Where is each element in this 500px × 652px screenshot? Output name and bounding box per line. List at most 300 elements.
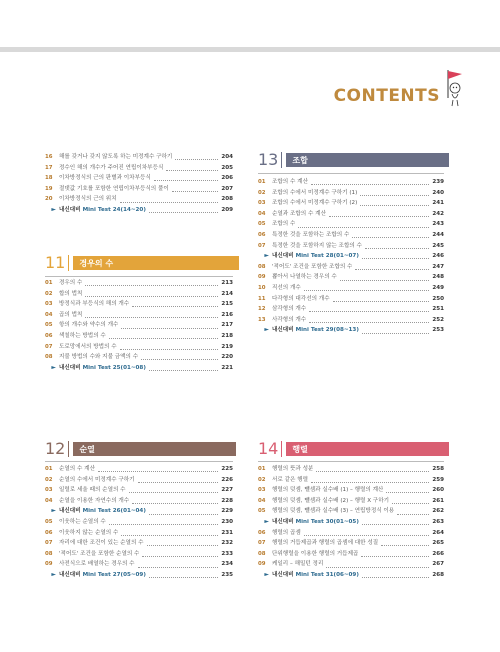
arrow-icon: ►: [51, 363, 56, 371]
dot-leader: [309, 306, 429, 312]
toc-entry-title: 이차방정식의 근의 판별과 이차부등식: [59, 175, 151, 182]
toc-page-number: 206: [221, 175, 233, 182]
dot-leader: [362, 519, 429, 525]
toc-mini-test-row[interactable]: [258, 325, 444, 336]
mini-test-range: (14~20): [120, 206, 146, 213]
toc-entry-number: 06: [45, 332, 53, 339]
toc-entry-title: 케일리 – 해밀턴 정리: [272, 561, 324, 568]
top-bar: [0, 47, 500, 52]
toc-entry-title: 행렬의 덧셈, 뺄셈과 실수배 (1) – 행렬의 계산: [272, 487, 384, 494]
toc-page-number: 244: [432, 231, 444, 238]
arrow-icon: ►: [264, 570, 269, 578]
toc-page-number: 214: [221, 290, 233, 297]
toc-row[interactable]: [258, 315, 444, 326]
dot-leader: [298, 222, 429, 228]
dot-leader: [361, 551, 429, 557]
toc-page-number: 258: [432, 466, 444, 472]
dot-leader: [121, 323, 218, 329]
toc-entry-number: 18: [45, 175, 53, 182]
toc-entry-number: 05: [258, 508, 266, 515]
toc-row[interactable]: [45, 310, 233, 321]
dot-leader: [175, 154, 218, 160]
mini-test-prefix: 내신대비: [59, 364, 81, 371]
dot-leader: [166, 165, 218, 171]
toc-row[interactable]: [45, 549, 233, 560]
toc-entry-number: 02: [258, 189, 266, 196]
toc-page-number: 215: [221, 301, 233, 308]
mini-test-range: (01~07): [333, 253, 359, 260]
toc-entry-title: 일렬로 세울 때의 순열의 수: [59, 487, 126, 494]
toc-entry-title: [272, 517, 359, 528]
chapter-title: 순열: [73, 442, 236, 456]
toc-entry-number: 07: [258, 242, 266, 249]
toc-entry-title: 행렬의 곱셈: [272, 529, 301, 536]
toc-entry-number: 06: [258, 529, 266, 536]
dot-leader: [365, 243, 429, 249]
dot-leader: [129, 487, 219, 493]
page-title: CONTENTS: [333, 86, 440, 106]
mini-test-prefix: 내신대비: [59, 206, 81, 213]
toc-entry-title: 절댓값 기호를 포함한 연립이차부등식의 풀이: [59, 185, 169, 192]
dot-leader: [85, 291, 218, 297]
toc-entry-number: 05: [258, 221, 266, 228]
toc-entry-number: 01: [258, 466, 266, 472]
dot-leader: [316, 466, 429, 472]
toc-entry-number: 02: [258, 476, 266, 483]
toc-page-number: 213: [221, 280, 233, 286]
toc-entry-title: [59, 570, 146, 581]
toc-entry-number: 02: [45, 290, 53, 297]
toc-row[interactable]: [258, 262, 444, 273]
toc-entry-title: [59, 363, 146, 374]
toc-row[interactable]: [45, 464, 233, 475]
toc-entry-title: 특정한 것을 포함하지 않는 조합의 수: [272, 242, 362, 249]
divider: [45, 461, 233, 462]
mini-test-name: Mini Test 30: [293, 518, 334, 525]
chapter-12-heading: [45, 441, 236, 457]
mini-test-prefix: 내신대비: [59, 508, 81, 515]
toc-entry-title: 순열과 조합의 수 계산: [272, 210, 326, 217]
dot-leader: [362, 328, 429, 334]
arrow-icon: ►: [264, 326, 269, 334]
toc-page-number: 250: [432, 295, 444, 302]
dot-leader: [149, 572, 218, 578]
toc-row[interactable]: [258, 272, 444, 283]
toc-entry-number: 05: [45, 322, 53, 329]
dot-leader: [340, 275, 430, 281]
dot-leader: [98, 466, 218, 472]
toc-mini-test-row[interactable]: [258, 570, 444, 581]
dot-leader: [362, 572, 429, 578]
toc-entry-number: 03: [258, 200, 266, 207]
dot-leader: [311, 477, 429, 483]
toc-page-number: 228: [221, 497, 233, 504]
toc-entry-title: '적어도' 조건을 포함한 순열의 수: [59, 550, 140, 557]
toc-entry-title: 순열의 수에서 미정계수 구하기: [59, 476, 135, 483]
toc-mini-test-row[interactable]: [45, 506, 233, 517]
toc-page-number: 252: [432, 316, 444, 323]
toc-entry-number: 09: [45, 561, 53, 568]
toc-entry-number: 09: [258, 274, 266, 281]
chapter-title: 행렬: [286, 442, 449, 456]
toc-row[interactable]: [45, 184, 233, 195]
mini-test-name: Mini Test 31: [293, 571, 334, 578]
dot-leader: [121, 530, 218, 536]
toc-page-number: 245: [432, 242, 444, 249]
toc-page-number: 204: [221, 154, 233, 160]
toc-entry-title: [272, 325, 359, 336]
toc-entry-title: 이차방정식의 근의 위치: [59, 196, 117, 203]
toc-entry-number: 05: [45, 518, 53, 525]
toc-entry-number: 04: [258, 497, 266, 504]
dot-leader: [326, 562, 429, 568]
toc-row[interactable]: [258, 177, 444, 188]
dot-leader: [120, 344, 219, 350]
toc-mini-test-row[interactable]: [45, 205, 233, 216]
toc-mini-test-row[interactable]: [45, 363, 233, 374]
toc-entry-title: 서로 같은 행렬: [272, 476, 308, 483]
toc-page-number: 247: [432, 263, 444, 270]
toc-row[interactable]: [258, 294, 444, 305]
toc-row[interactable]: [258, 496, 444, 507]
toc-row[interactable]: [45, 173, 233, 184]
toc-entry-number: 11: [258, 295, 266, 302]
toc-page-number: 217: [221, 322, 233, 329]
toc-row[interactable]: [45, 342, 233, 353]
toc-list-chapter-13: [258, 177, 444, 336]
toc-row[interactable]: [45, 528, 233, 539]
dot-leader: [142, 551, 218, 557]
toc-mini-test-row[interactable]: [258, 517, 444, 528]
toc-row[interactable]: [258, 304, 444, 315]
dot-leader: [355, 264, 429, 270]
toc-page-number: 261: [432, 497, 444, 504]
toc-entry-number: 16: [45, 154, 53, 160]
mini-test-prefix: 내신대비: [272, 518, 294, 525]
toc-page-number: 241: [432, 200, 444, 207]
toc-page-number: 218: [221, 332, 233, 339]
toc-row[interactable]: [45, 320, 233, 331]
dot-leader: [132, 498, 218, 504]
toc-page-number: 260: [432, 487, 444, 494]
toc-page-number: 207: [221, 185, 233, 192]
toc-entry-title: 직선의 개수: [272, 284, 301, 291]
dot-leader: [304, 285, 430, 291]
toc-row[interactable]: [258, 475, 444, 486]
mini-test-range: (01~08): [120, 364, 146, 371]
divider: [258, 173, 444, 174]
divider: [45, 276, 233, 277]
chapter-number: 11: [45, 255, 69, 271]
dot-leader: [304, 530, 430, 536]
toc-mini-test-row[interactable]: [45, 570, 233, 581]
toc-entry-number: 02: [45, 476, 53, 483]
dot-leader: [397, 509, 429, 515]
toc-row[interactable]: [258, 209, 444, 220]
arrow-icon: ►: [51, 205, 56, 213]
toc-list-chapter10-continued: [45, 152, 233, 216]
toc-page-number: 232: [221, 540, 233, 547]
divider: [258, 461, 444, 462]
toc-row[interactable]: [45, 289, 233, 300]
arrow-icon: ►: [51, 570, 56, 578]
dot-leader: [132, 301, 218, 307]
dot-leader: [381, 540, 429, 546]
toc-entry-number: 04: [45, 497, 53, 504]
dot-leader: [386, 487, 429, 493]
toc-entry-number: 07: [258, 540, 266, 547]
toc-page-number: 221: [221, 364, 233, 371]
toc-entry-title: 방정식과 부등식의 해의 개수: [59, 301, 130, 308]
toc-list-chapter-12: [45, 464, 233, 581]
dot-leader: [360, 200, 429, 206]
toc-row[interactable]: [45, 278, 233, 289]
toc-row[interactable]: [258, 198, 444, 209]
mini-test-name: Mini Test 27: [80, 571, 121, 578]
toc-page-number: 248: [432, 274, 444, 281]
toc-row[interactable]: [258, 559, 444, 570]
toc-entry-title: 자리에 대한 조건이 있는 순열의 수: [59, 540, 144, 547]
dot-leader: [149, 207, 218, 213]
mini-test-prefix: 내신대비: [272, 327, 294, 334]
toc-entry-number: 06: [258, 231, 266, 238]
toc-page-number: 239: [432, 179, 444, 185]
dot-leader: [392, 498, 429, 504]
dot-leader: [149, 509, 218, 515]
dot-leader: [333, 296, 430, 302]
toc-page-number: 235: [221, 571, 233, 578]
toc-row[interactable]: [258, 241, 444, 252]
toc-row[interactable]: [258, 230, 444, 241]
toc-entry-number: 04: [45, 311, 53, 318]
toc-entry-number: 17: [45, 164, 53, 171]
toc-entry-title: 해를 갖거나 갖지 않도록 하는 미정계수 구하기: [59, 154, 173, 160]
toc-page-number: 253: [432, 327, 444, 334]
toc-row[interactable]: [258, 549, 444, 560]
toc-page-number: 262: [432, 508, 444, 515]
toc-page-number: 259: [432, 476, 444, 483]
dot-leader: [329, 211, 429, 217]
toc-page-number: 220: [221, 354, 233, 361]
dot-leader: [147, 540, 219, 546]
toc-entry-title: 항의 개수와 약수의 개수: [59, 322, 119, 329]
toc-page-number: 246: [432, 253, 444, 260]
dot-leader: [120, 197, 219, 203]
dot-leader: [311, 179, 429, 185]
arrow-icon: ►: [51, 507, 56, 515]
toc-entry-title: [59, 506, 146, 517]
toc-page-number: 226: [221, 476, 233, 483]
toc-entry-title: 조합의 수에서 미정계수 구하기 (2): [272, 200, 358, 207]
toc-entry-title: 이웃하지 않는 순열의 수: [59, 529, 119, 536]
toc-page-number: 265: [432, 540, 444, 547]
chapter-14-heading: [258, 441, 449, 457]
toc-entry-number: 01: [45, 466, 53, 472]
toc-row[interactable]: [45, 152, 233, 163]
toc-entry-title: 곱의 법칙: [59, 311, 83, 318]
toc-entry-number: 09: [258, 561, 266, 568]
toc-row[interactable]: [45, 194, 233, 205]
toc-entry-number: 06: [45, 529, 53, 536]
toc-entry-title: 이웃하는 순열의 수: [59, 518, 106, 525]
toc-row[interactable]: [45, 559, 233, 570]
toc-entry-title: 다각형의 대각선의 개수: [272, 295, 330, 302]
toc-page-number: 242: [432, 210, 444, 217]
dot-leader: [360, 190, 429, 196]
toc-entry-title: 행렬의 뜻과 성분: [272, 466, 314, 472]
toc-row[interactable]: [258, 485, 444, 496]
mascot-with-flag-icon: [440, 68, 470, 108]
dot-leader: [109, 333, 219, 339]
toc-page-number: 263: [432, 518, 444, 525]
toc-entry-number: 07: [45, 540, 53, 547]
toc-row[interactable]: [45, 496, 233, 507]
dot-leader: [85, 312, 218, 318]
toc-entry-number: 19: [45, 185, 53, 192]
toc-entry-number: 08: [258, 263, 266, 270]
toc-row[interactable]: [45, 299, 233, 310]
toc-row[interactable]: [45, 538, 233, 549]
toc-row[interactable]: [258, 538, 444, 549]
chapter-11-heading: [45, 255, 239, 271]
toc-row[interactable]: [258, 528, 444, 539]
toc-page-number: 243: [432, 221, 444, 228]
toc-entry-title: 뽑아서 나열하는 경우의 수: [272, 274, 337, 281]
toc-page-number: 233: [221, 550, 233, 557]
chapter-number: 14: [258, 441, 282, 457]
arrow-icon: ►: [264, 252, 269, 260]
toc-page-number: 268: [432, 571, 444, 578]
toc-row[interactable]: [258, 219, 444, 230]
toc-entry-number: 08: [258, 550, 266, 557]
toc-entry-title: 행렬의 덧셈, 뺄셈과 실수배 (3) – 연립방정식 이용: [272, 508, 395, 515]
toc-entry-title: 행렬의 거듭제곱과 행렬의 곱셈에 대한 성질: [272, 540, 379, 547]
toc-page-number: 249: [432, 284, 444, 291]
mini-test-range: (01~04): [120, 508, 146, 515]
mini-test-range: (05~09): [120, 571, 146, 578]
toc-entry-number: 03: [258, 487, 266, 494]
toc-page-number: 219: [221, 343, 233, 350]
toc-row[interactable]: [45, 485, 233, 496]
toc-entry-title: [272, 570, 359, 581]
toc-entry-number: 12: [258, 306, 266, 313]
toc-page-number: 216: [221, 311, 233, 318]
toc-page-number: 234: [221, 561, 233, 568]
dot-leader: [154, 175, 219, 181]
mini-test-range: (06~09): [333, 571, 359, 578]
toc-row[interactable]: [258, 464, 444, 475]
toc-entry-title: 순열의 수 계산: [59, 466, 95, 472]
chapter-number: 12: [45, 441, 69, 457]
toc-entry-title: '적어도' 조건을 포함한 조합의 수: [272, 263, 353, 270]
toc-mini-test-row[interactable]: [258, 251, 444, 262]
toc-page-number: 251: [432, 306, 444, 313]
toc-page-number: 205: [221, 164, 233, 171]
toc-row[interactable]: [258, 283, 444, 294]
chapter-number: 13: [258, 152, 282, 168]
toc-entry-number: 08: [45, 354, 53, 361]
toc-page-number: 208: [221, 196, 233, 203]
toc-page-number: 267: [432, 561, 444, 568]
chapter-title: 경우의 수: [73, 256, 239, 270]
toc-entry-title: 경우의 수: [59, 280, 83, 286]
toc-page-number: 230: [221, 518, 233, 525]
mini-test-prefix: 내신대비: [272, 253, 294, 260]
toc-row[interactable]: [258, 506, 444, 517]
toc-row[interactable]: [258, 188, 444, 199]
dot-leader: [309, 317, 429, 323]
toc-entry-title: 사전식으로 배열하는 경우의 수: [59, 561, 135, 568]
toc-entry-number: 08: [45, 550, 53, 557]
toc-entry-number: 04: [258, 210, 266, 217]
mini-test-prefix: 내신대비: [272, 571, 294, 578]
dot-leader: [109, 519, 219, 525]
arrow-icon: ►: [264, 517, 269, 525]
toc-entry-title: 행렬의 덧셈, 뺄셈과 실수배 (2) – 행렬 X 구하기: [272, 497, 390, 504]
toc-row[interactable]: [45, 475, 233, 486]
dot-leader: [85, 280, 218, 286]
toc-entry-title: 정수인 해의 개수가 주어진 연립이차부등식: [59, 164, 164, 171]
toc-page-number: 229: [221, 508, 233, 515]
toc-entry-title: 단위행렬을 이용한 행렬의 거듭제곱: [272, 550, 359, 557]
mini-test-name: Mini Test 24: [80, 206, 121, 213]
toc-page-number: 227: [221, 487, 233, 494]
mini-test-name: Mini Test 25: [80, 364, 121, 371]
toc-page-number: 209: [221, 206, 233, 213]
toc-entry-number: 20: [45, 196, 53, 203]
dot-leader: [138, 562, 219, 568]
toc-entry-number: 01: [258, 179, 266, 185]
mini-test-prefix: 내신대비: [59, 571, 81, 578]
toc-entry-number: 07: [45, 343, 53, 350]
chapter-title: 조합: [286, 153, 449, 167]
toc-entry-number: 01: [45, 280, 53, 286]
toc-entry-title: 조합의 수 계산: [272, 179, 308, 185]
toc-list-chapter-14: [258, 464, 444, 581]
toc-row[interactable]: [45, 517, 233, 528]
mini-test-name: Mini Test 29: [293, 327, 334, 334]
toc-entry-title: 지불 방법의 수와 지불 금액의 수: [59, 354, 139, 361]
dot-leader: [141, 354, 218, 360]
dot-leader: [149, 365, 218, 371]
mini-test-name: Mini Test 26: [80, 508, 121, 515]
chapter-13-heading: [258, 152, 449, 168]
toc-entry-number: 13: [258, 316, 266, 323]
mini-test-range: (01~05): [333, 518, 359, 525]
toc-entry-title: 조합의 수에서 미정계수 구하기 (1): [272, 189, 358, 196]
toc-entry-title: 순열을 이용한 자연수의 개수: [59, 497, 130, 504]
toc-page-number: 231: [221, 529, 233, 536]
toc-page-number: 240: [432, 189, 444, 196]
toc-row[interactable]: [45, 352, 233, 363]
toc-row[interactable]: [45, 163, 233, 174]
toc-entry-number: 03: [45, 301, 53, 308]
toc-entry-title: 색칠하는 방법의 수: [59, 332, 106, 339]
toc-page-number: 266: [432, 550, 444, 557]
dot-leader: [172, 186, 219, 192]
toc-page-number: 264: [432, 529, 444, 536]
toc-entry-title: [59, 205, 146, 216]
dot-leader: [138, 477, 219, 483]
dot-leader: [352, 232, 429, 238]
toc-entry-title: [272, 251, 359, 262]
mini-test-range: (08~13): [333, 327, 359, 334]
toc-entry-number: 10: [258, 284, 266, 291]
toc-row[interactable]: [45, 331, 233, 342]
toc-entry-title: 특정한 것을 포함하는 조합의 수: [272, 231, 350, 238]
mini-test-name: Mini Test 28: [293, 253, 334, 260]
toc-entry-title: 합의 법칙: [59, 290, 83, 297]
